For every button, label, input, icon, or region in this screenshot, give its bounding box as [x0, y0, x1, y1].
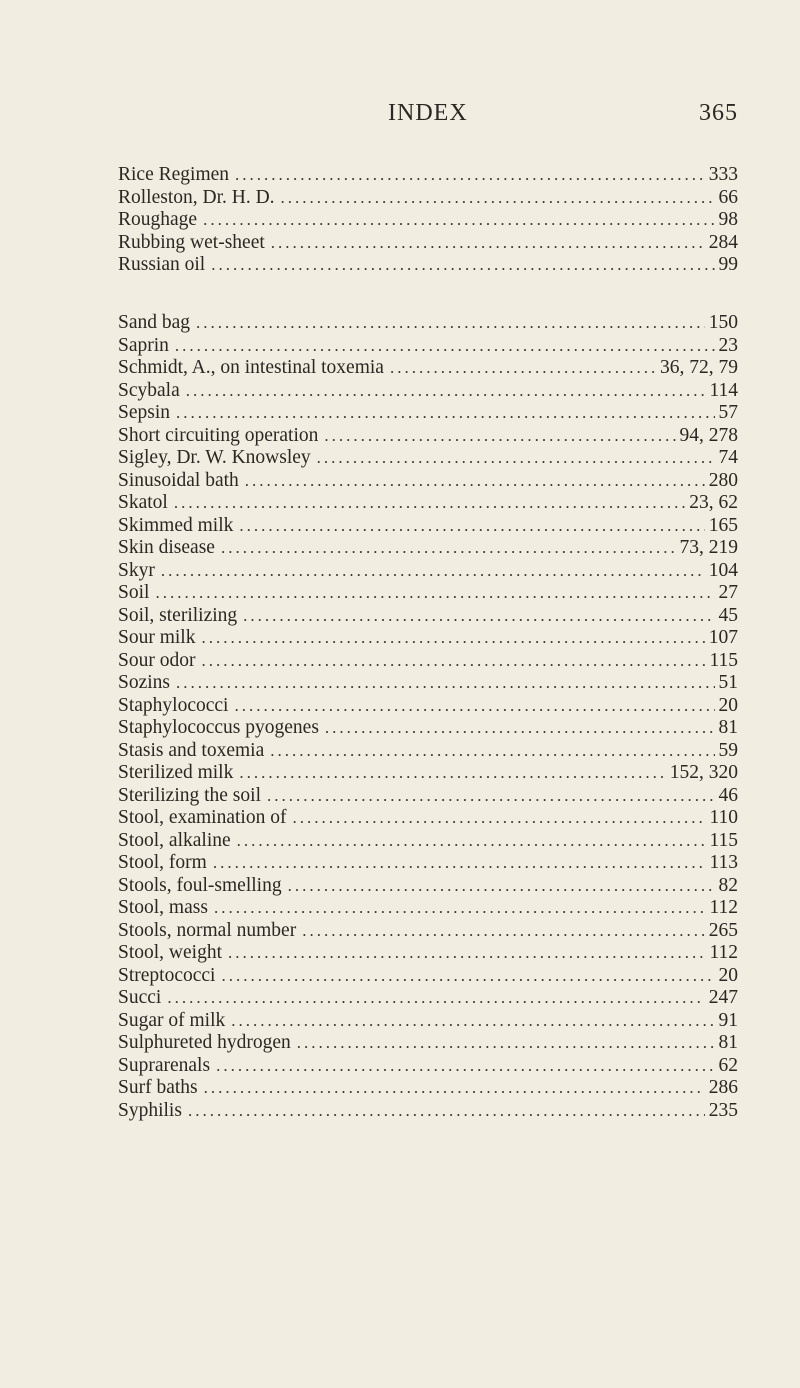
index-pages: 73, 219: [676, 537, 739, 560]
index-pages: 57: [715, 402, 739, 425]
index-pages: 280: [705, 470, 738, 493]
index-pages: 152, 320: [666, 762, 738, 785]
dot-leader: [175, 335, 715, 358]
index-entry: [118, 187, 738, 210]
index-entry: [118, 425, 738, 448]
index-entry: [118, 942, 738, 965]
index-entry: [118, 920, 738, 943]
index-term: Sterilized milk: [118, 762, 239, 785]
index-term: Roughage: [118, 209, 203, 232]
index-term: Stools, foul-smelling: [118, 875, 288, 898]
dot-leader: [231, 1010, 714, 1033]
dot-leader: [243, 605, 714, 628]
index-term: Streptococci: [118, 965, 221, 988]
index-pages: 81: [715, 1032, 739, 1055]
dot-leader: [325, 717, 715, 740]
dot-leader: [297, 1032, 715, 1055]
dot-leader: [216, 1055, 714, 1078]
index-entry: [118, 164, 738, 187]
index-entry: [118, 650, 738, 673]
dot-leader: [237, 830, 706, 853]
index-entry: [118, 695, 738, 718]
dot-leader: [390, 357, 656, 380]
index-term: Soil, sterilizing: [118, 605, 243, 628]
index-pages: 66: [715, 187, 739, 210]
index-pages: 284: [705, 232, 738, 255]
index-entry: [118, 1032, 738, 1055]
index-pages: 112: [705, 942, 738, 965]
index-pages: 265: [705, 920, 738, 943]
index-entry: [118, 582, 738, 605]
dot-leader: [324, 425, 675, 448]
index-pages: 165: [705, 515, 738, 538]
dot-leader: [213, 852, 706, 875]
dot-leader: [235, 164, 705, 187]
index-pages: 235: [705, 1100, 738, 1123]
index-term: Succi: [118, 987, 167, 1010]
dot-leader: [176, 672, 714, 695]
index-entry: [118, 470, 738, 493]
page-title: INDEX: [388, 100, 468, 126]
index-term: Staphylococcus pyogenes: [118, 717, 325, 740]
index-pages: 115: [705, 830, 738, 853]
index-pages: 62: [715, 1055, 739, 1078]
index-entry: [118, 987, 738, 1010]
index-pages: 23: [715, 335, 739, 358]
index-entry: [118, 627, 738, 650]
index-pages: 112: [705, 897, 738, 920]
dot-leader: [155, 582, 714, 605]
dot-leader: [161, 560, 705, 583]
dot-leader: [214, 897, 706, 920]
index-pages: 46: [715, 785, 739, 808]
index-term: Stool, examination of: [118, 807, 292, 830]
index-pages: 98: [715, 209, 739, 232]
dot-leader: [281, 187, 715, 210]
dot-leader: [174, 492, 685, 515]
index-term: Skyr: [118, 560, 161, 583]
index-entry: [118, 335, 738, 358]
dot-leader: [188, 1100, 705, 1123]
dot-leader: [267, 785, 715, 808]
index-pages: 113: [705, 852, 738, 875]
index-entry: [118, 807, 738, 830]
index-entry: [118, 897, 738, 920]
index-term: Syphilis: [118, 1100, 188, 1123]
index-entry: [118, 672, 738, 695]
index-entry: [118, 380, 738, 403]
index-pages: 110: [705, 807, 738, 830]
index-group-s: [118, 312, 738, 1122]
dot-leader: [317, 447, 715, 470]
index-term: Suprarenals: [118, 1055, 216, 1078]
index-pages: 150: [705, 312, 738, 335]
index-entry: [118, 1055, 738, 1078]
index-pages: 20: [715, 965, 739, 988]
index-term: Rice Regimen: [118, 164, 235, 187]
index-pages: 99: [715, 254, 739, 277]
dot-leader: [234, 695, 714, 718]
dot-leader: [186, 380, 706, 403]
index-pages: 81: [715, 717, 739, 740]
index-term: Sugar of milk: [118, 1010, 231, 1033]
index-term: Sour odor: [118, 650, 201, 673]
dot-leader: [201, 627, 704, 650]
index-pages: 23, 62: [685, 492, 738, 515]
index-term: Staphylococci: [118, 695, 234, 718]
index-pages: 82: [715, 875, 739, 898]
index-term: Stool, weight: [118, 942, 228, 965]
index-entry: [118, 537, 738, 560]
index-term: Stool, form: [118, 852, 213, 875]
index-term: Sepsin: [118, 402, 176, 425]
index-entry: [118, 1100, 738, 1123]
dot-leader: [203, 209, 714, 232]
dot-leader: [239, 762, 665, 785]
index-pages: 115: [705, 650, 738, 673]
index-term: Surf baths: [118, 1077, 204, 1100]
index-entry: [118, 965, 738, 988]
index-term: Sigley, Dr. W. Knowsley: [118, 447, 317, 470]
index-pages: 74: [715, 447, 739, 470]
dot-leader: [270, 740, 714, 763]
index-pages: 59: [715, 740, 739, 763]
index-pages: 247: [705, 987, 738, 1010]
dot-leader: [228, 942, 705, 965]
dot-leader: [201, 650, 705, 673]
dot-leader: [196, 312, 705, 335]
index-term: Stool, mass: [118, 897, 214, 920]
dot-leader: [221, 537, 676, 560]
index-term: Schmidt, A., on intestinal toxemia: [118, 357, 390, 380]
dot-leader: [176, 402, 714, 425]
index-term: Stasis and toxemia: [118, 740, 270, 763]
index-term: Short circuiting operation: [118, 425, 324, 448]
index-term: Russian oil: [118, 254, 211, 277]
dot-leader: [167, 987, 704, 1010]
index-entry: [118, 740, 738, 763]
index-pages: 333: [705, 164, 738, 187]
index-entry: [118, 312, 738, 335]
dot-leader: [302, 920, 705, 943]
index-entry: [118, 447, 738, 470]
index-term: Stools, normal number: [118, 920, 302, 943]
index-pages: 51: [715, 672, 739, 695]
index-pages: 27: [715, 582, 739, 605]
index-term: Sand bag: [118, 312, 196, 335]
index-entry: [118, 875, 738, 898]
index-entry: [118, 717, 738, 740]
index-entry: [118, 830, 738, 853]
dot-leader: [204, 1077, 705, 1100]
running-head: [118, 100, 738, 130]
index-entry: [118, 402, 738, 425]
dot-leader: [288, 875, 715, 898]
index-term: Sterilizing the soil: [118, 785, 267, 808]
index-entry: [118, 357, 738, 380]
index-pages: 94, 278: [676, 425, 739, 448]
page-number: 365: [699, 100, 738, 126]
index-pages: 286: [705, 1077, 738, 1100]
index-term: Scybala: [118, 380, 186, 403]
index-entry: [118, 515, 738, 538]
index-term: Soil: [118, 582, 155, 605]
index-entry: [118, 1077, 738, 1100]
dot-leader: [271, 232, 705, 255]
index-term: Sulphureted hydrogen: [118, 1032, 297, 1055]
dot-leader: [292, 807, 705, 830]
index-term: Saprin: [118, 335, 175, 358]
index-entry: [118, 232, 738, 255]
index-term: Sour milk: [118, 627, 201, 650]
index-pages: 36, 72, 79: [656, 357, 738, 380]
index-term: Sozins: [118, 672, 176, 695]
index-term: Skimmed milk: [118, 515, 239, 538]
index-entry: [118, 254, 738, 277]
index-entry: [118, 209, 738, 232]
index-entry: [118, 852, 738, 875]
index-pages: 104: [705, 560, 738, 583]
index-entry: [118, 785, 738, 808]
index-pages: 91: [715, 1010, 739, 1033]
dot-leader: [211, 254, 714, 277]
index-term: Skin disease: [118, 537, 221, 560]
index-term: Stool, alkaline: [118, 830, 237, 853]
index-term: Rubbing wet-sheet: [118, 232, 271, 255]
index-pages: 107: [705, 627, 738, 650]
index-entry: [118, 762, 738, 785]
index-pages: 114: [705, 380, 738, 403]
index-term: Rolleston, Dr. H. D.: [118, 187, 281, 210]
index-entry: [118, 1010, 738, 1033]
index-term: Sinusoidal bath: [118, 470, 245, 493]
index-entry: [118, 560, 738, 583]
dot-leader: [221, 965, 714, 988]
index-term: Skatol: [118, 492, 174, 515]
index-entry: [118, 605, 738, 628]
index-pages: 20: [715, 695, 739, 718]
index-entry: [118, 492, 738, 515]
dot-leader: [239, 515, 704, 538]
index-group-r: [118, 164, 738, 277]
dot-leader: [245, 470, 705, 493]
index-pages: 45: [715, 605, 739, 628]
